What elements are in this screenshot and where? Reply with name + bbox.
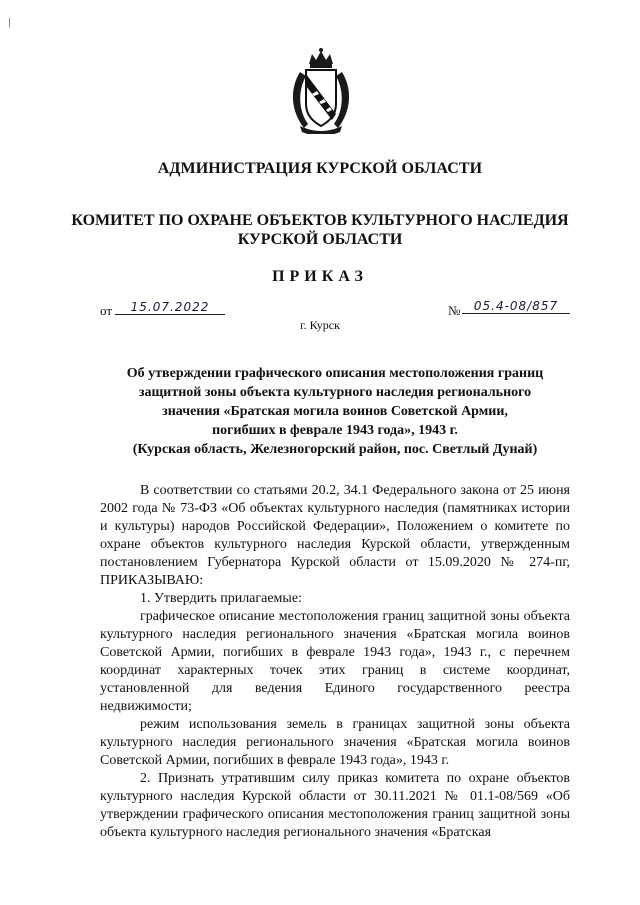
agency-title: АДМИНИСТРАЦИЯ КУРСКОЙ ОБЛАСТИ: [157, 160, 483, 177]
document-type: ПРИКАЗ: [272, 268, 368, 285]
date-prefix: от: [100, 303, 113, 318]
order-number: 05.4-08/857: [462, 299, 570, 314]
kursk-coat-of-arms-icon: [286, 48, 356, 134]
order-body: [100, 482, 570, 842]
order-title-line: Об утверждении графического описания местоположения границ: [126, 366, 544, 381]
body-paragraph: графическое описание местоположения границ защитной зоны объекта культурного наследия регионального значения «Братская могила воинов Советской Армии, погибших в феврале 1943 года», 1943 г., с перечнем координат характерных точек этих границ в системе координат, установленной для ведения Единого государственного реестра недвижимости;: [100, 609, 570, 714]
order-title-line: (Курская область, Железногорский район, пос. Светлый Дунай): [132, 442, 538, 457]
order-title-line: защитной зоны объекта культурного наследия регионального: [138, 385, 532, 400]
number-prefix: №: [448, 303, 461, 318]
body-paragraph: В соответствии со статьями 20.2, 34.1 Федерального закона от 25 июня 2002 года № 73-ФЗ «Об объектах культурного наследия (памятниках истории и культуры) народов Российской Федерации», Положением о комитете по охране объектов культурного наследия Курской области, утвержденным постановлением Губернатора Курской области от 15.09.2020 № 274-пг, ПРИКАЗЫВАЮ:: [100, 483, 570, 588]
order-title: [100, 364, 570, 459]
order-date: 15.07.2022: [115, 300, 225, 315]
committee-title-line1: КОМИТЕТ ПО ОХРАНЕ ОБЪЕКТОВ КУЛЬТУРНОГО НАСЛЕДИЯ: [71, 212, 569, 229]
city-label: г. Курск: [300, 318, 340, 332]
order-title-line: погибших в феврале 1943 года», 1943 г.: [212, 423, 458, 438]
body-paragraph: 1. Утвердить прилагаемые:: [140, 591, 302, 606]
committee-title-line2: КУРСКОЙ ОБЛАСТИ: [237, 231, 403, 248]
body-paragraph: режим использования земель в границах защитной зоны объекта культурного наследия регионального значения «Братская могила воинов Советской Армии, погибших в феврале 1943 года», 1943 г.: [100, 717, 570, 768]
body-paragraph: 2. Признать утратившим силу приказ комитета по охране объектов культурного наследия Курской области от 30.11.2021 № 01.1-08/569 «Об утверждении графического описания местоположения границ защитной зоны объекта культурного наследия регионального значения «Братская: [100, 771, 570, 840]
order-title-line: значения «Братская могила воинов Советской Армии,: [162, 404, 508, 419]
scan-mark: [9, 18, 10, 27]
committee-title: [0, 211, 640, 249]
